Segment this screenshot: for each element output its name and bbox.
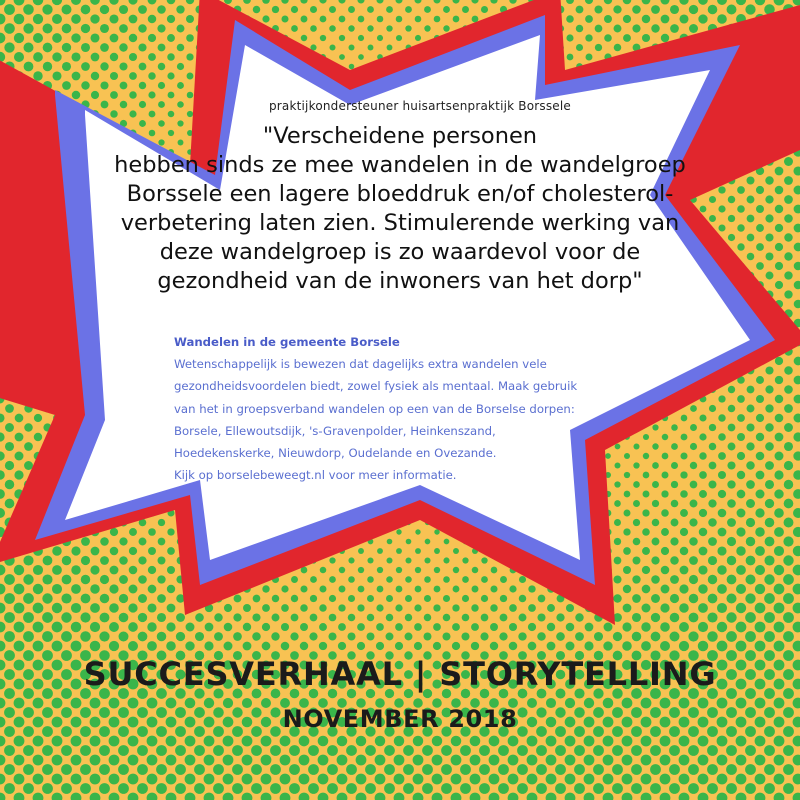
info-heading: Wandelen in de gemeente Borsele — [174, 335, 400, 349]
quote-attribution: praktijkondersteuner huisartsenpraktijk Borssele — [268, 99, 572, 113]
quote-line: gezondheid van de inwoners van het dorp" — [157, 268, 643, 294]
info-line: Borsele, Ellewoutsdijk, 's-Gravenpolder, Heinkenszand, — [174, 423, 496, 438]
quote-line: deze wandelgroep is zo waardevol voor de — [159, 239, 641, 265]
info-line: Hoedekenskerke, Nieuwdorp, Oudelande en Ovezande. — [174, 446, 497, 461]
info-line: van het in groepsverband wandelen op een van de Borselse dorpen: — [174, 401, 575, 416]
quote-line: verbetering laten zien. Stimulerende werking van — [120, 210, 680, 236]
date-label: NOVEMBER 2018 — [282, 705, 518, 733]
info-line: Kijk op borselebeweegt.nl voor meer informatie. — [174, 468, 457, 483]
testimonial-quote — [100, 122, 700, 296]
quote-line: "Verscheidene personen — [262, 123, 538, 149]
quote-line: hebben sinds ze mee wandelen in de wandelgroep — [114, 152, 686, 178]
info-line: Wetenschappelijk is bewezen dat dagelijks extra wandelen vele — [174, 357, 547, 372]
headline: SUCCESVERHAAL | STORYTELLING — [83, 655, 717, 693]
quote-line: Borssele een lagere bloeddruk en/of cholesterol- — [126, 181, 674, 207]
info-block — [174, 331, 644, 486]
info-line: gezondheidsvoordelen biedt, zowel fysiek als mentaal. Maak gebruik — [174, 379, 578, 394]
